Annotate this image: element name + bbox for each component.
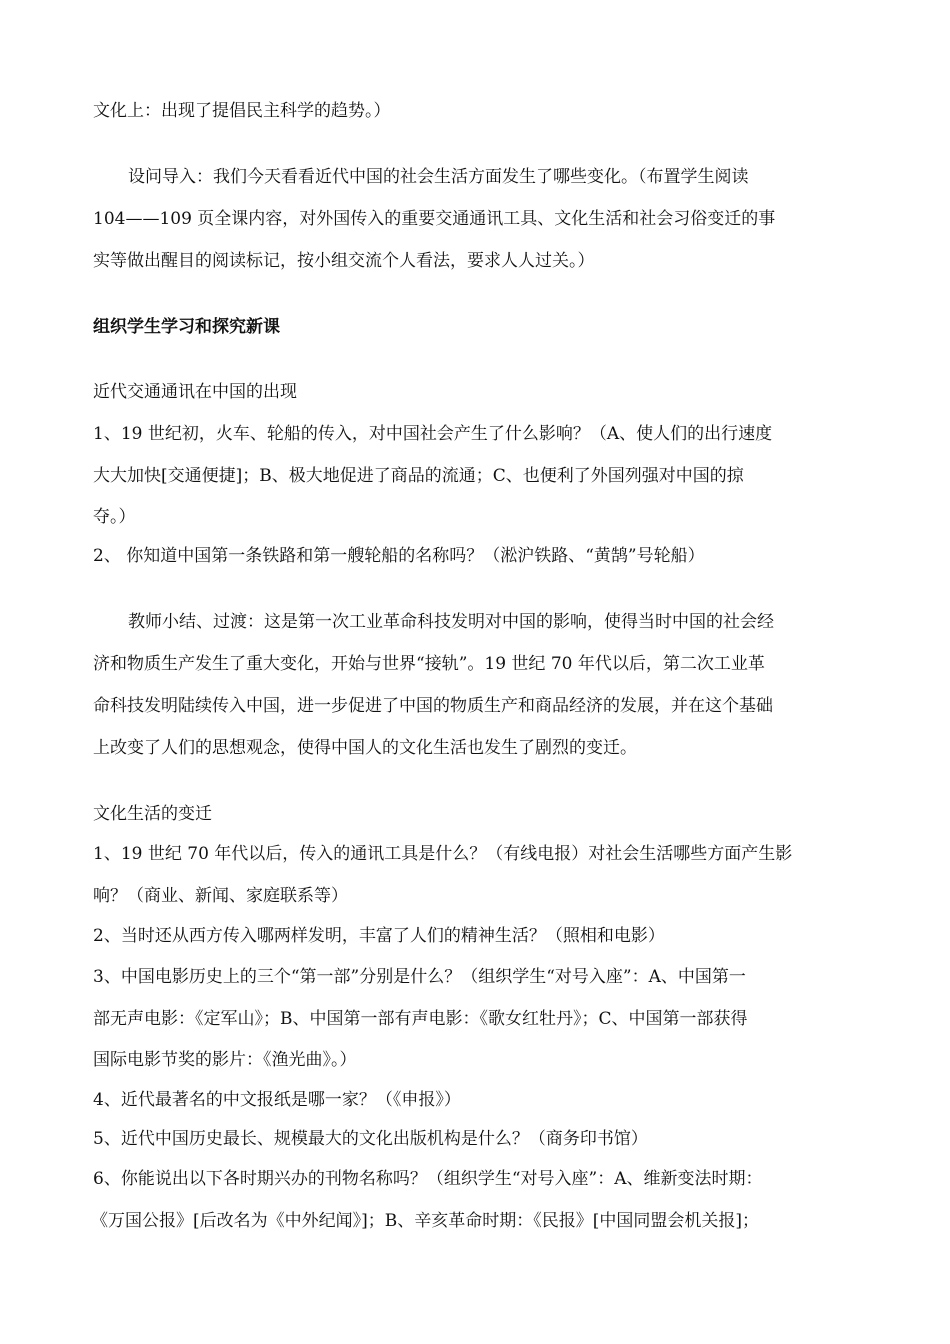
- culture-title: 文化生活的变迁: [93, 804, 212, 824]
- culture-q6-line-1: 6、你能说出以下各时期兴办的刊物名称吗？（组织学生“对号入座”：A、维新变法时期：: [93, 1169, 763, 1189]
- summary-line-3: 命科技发明陆续传入中国，进一步促进了中国的物质生产和商品经济的发展，并在这个基础: [93, 696, 773, 716]
- culture-q4: 4、近代最著名的中文报纸是哪一家？（《申报》）: [93, 1090, 461, 1110]
- culture-q3-line-2: 部无声电影：《定军山》；B、中国第一部有声电影：《歌女红牡丹》；C、中国第一部获得: [93, 1009, 748, 1029]
- transport-q2: 2、 你知道中国第一条铁路和第一艘轮船的名称吗？（淞沪铁路、“黄鹄”号轮船）: [93, 546, 705, 566]
- culture-q3-line-1: 3、中国电影历史上的三个“第一部”分别是什么？（组织学生“对号入座”：A、中国第一: [93, 967, 746, 987]
- culture-q1-line-1: 1、19 世纪 70 年代以后，传入的通讯工具是什么？（有线电报）对社会生活哪些方面产生影: [93, 844, 793, 864]
- culture-q1-line-2: 响？（商业、新闻、家庭联系等）: [93, 886, 348, 906]
- summary-line-4: 上改变了人们的思想观念，使得中国人的文化生活也发生了剧烈的变迁。: [93, 738, 637, 758]
- transport-q1-line-3: 夺。）: [93, 507, 136, 527]
- intro-line: 文化上：出现了提倡民主科学的趋势。）: [93, 101, 391, 121]
- culture-q6-line-2: 《万国公报》[后改名为《中外纪闻》]；B、辛亥革命时期：《民报》[中国同盟会机关报]；: [91, 1211, 760, 1231]
- summary-line-2: 济和物质生产发生了重大变化，开始与世界“接轨”。19 世纪 70 年代以后，第二次工业革: [93, 654, 765, 674]
- transport-q1-line-1: 1、19 世纪初，火车、轮船的传入，对中国社会产生了什么影响？（A、使人们的出行速度: [93, 424, 773, 444]
- question-intro-line-1: 设问导入：我们今天看看近代中国的社会生活方面发生了哪些变化。（布置学生阅读: [128, 167, 749, 187]
- question-intro-line-2: 104——109 页全课内容，对外国传入的重要交通通讯工具、文化生活和社会习俗变迁的事: [93, 209, 776, 229]
- culture-q2: 2、当时还从西方传入哪两样发明，丰富了人们的精神生活？（照相和电影）: [93, 926, 665, 946]
- summary-line-1: 教师小结、过渡：这是第一次工业革命科技发明对中国的影响，使得当时中国的社会经: [128, 612, 774, 632]
- transport-q1-line-2: 大大加快[交通便捷]；B、极大地促进了商品的流通；C、也便利了外国列强对中国的掠: [93, 466, 744, 486]
- section-heading: 组织学生学习和探究新课: [93, 317, 280, 337]
- culture-q3-line-3: 国际电影节奖的影片：《渔光曲》。）: [93, 1050, 357, 1070]
- transport-title: 近代交通通讯在中国的出现: [93, 382, 297, 402]
- culture-q5: 5、近代中国历史最长、规模最大的文化出版机构是什么？（商务印书馆）: [93, 1129, 648, 1149]
- question-intro-line-3: 实等做出醒目的阅读标记，按小组交流个人看法，要求人人过关。）: [93, 251, 595, 271]
